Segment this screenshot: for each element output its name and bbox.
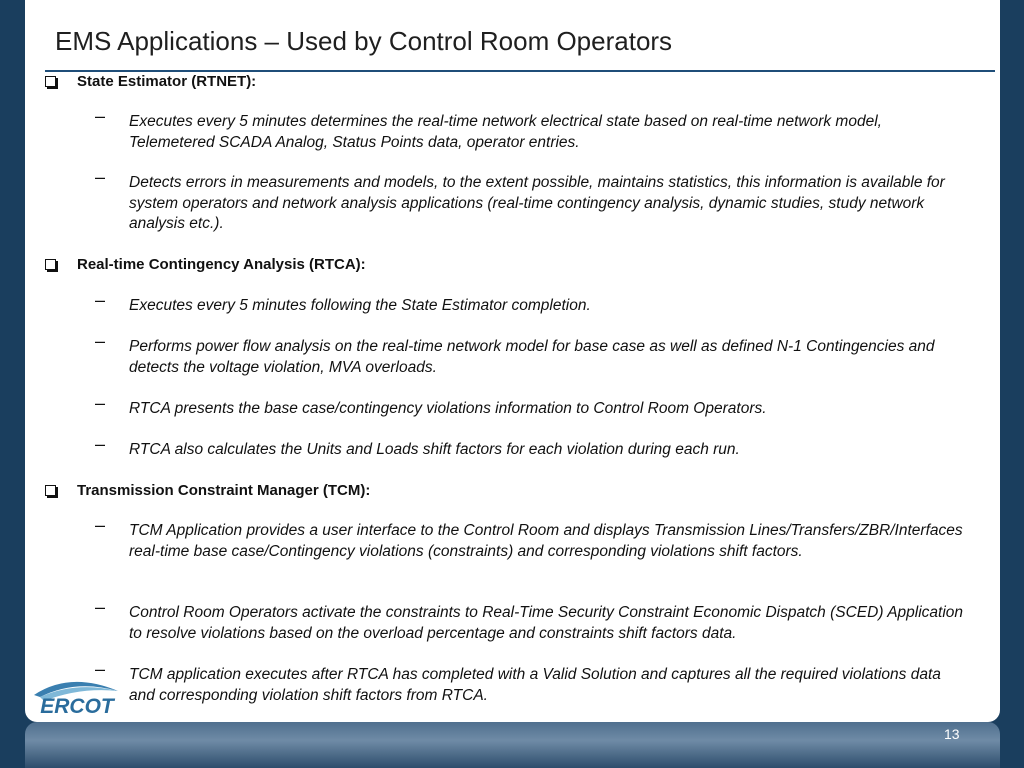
list-item-text: TCM Application provides a user interface to the Control Room and displays Transmission Lines/Transfers/ZBR/Interfaces real-time base case/Contingency violations (constraints) and corresponding violations shift factors. — [129, 522, 963, 560]
logo-text: ERCOT — [40, 695, 114, 717]
checkbox-bullet-icon — [45, 485, 56, 496]
page-number: 13 — [944, 726, 960, 742]
section-heading-label: State Estimator (RTNET): — [77, 73, 257, 90]
dash-bullet-icon: – — [95, 434, 106, 454]
dash-bullet-icon: – — [95, 393, 106, 413]
slide-content — [25, 0, 1000, 722]
dash-bullet-icon: – — [95, 106, 106, 126]
checkbox-bullet-icon — [45, 259, 56, 270]
dash-bullet-icon: – — [95, 597, 106, 617]
slide — [25, 0, 1000, 722]
footer-band — [25, 722, 1000, 768]
slide-title: EMS Applications – Used by Control Room Operators — [55, 26, 673, 56]
list-item-text: TCM application executes after RTCA has completed with a Valid Solution and captures all the required violations data and corresponding violation shift factors from RTCA. — [129, 666, 941, 704]
list-item-text: RTCA presents the base case/contingency violations information to Control Room Operators. — [129, 400, 767, 417]
dash-bullet-icon: – — [95, 167, 106, 187]
dash-bullet-icon: – — [95, 515, 106, 535]
list-item-text: RTCA also calculates the Units and Loads shift factors for each violation during each run. — [129, 441, 740, 458]
list-item-text: Detects errors in measurements and models, to the extent possible, maintains statistics, this information is available for system operators and network analysis applications (real-time contingency analysis, dynamic studies, study network analysis etc.). — [129, 174, 945, 232]
list-item-text: Performs power flow analysis on the real-time network model for base case as well as defined N-1 Contingencies and detects the voltage violation, MVA overloads. — [129, 338, 935, 376]
ercot-logo — [30, 675, 125, 717]
dash-bullet-icon: – — [95, 290, 106, 310]
list-item-text: Control Room Operators activate the constraints to Real-Time Security Constraint Economic Dispatch (SCED) Application to resolve violations based on the overload percentage and constraints shift factors data. — [129, 604, 964, 642]
list-item-text: Executes every 5 minutes determines the real-time network electrical state based on real-time network model, Telemetered SCADA Analog, Status Points data, operator entries. — [129, 113, 882, 151]
dash-bullet-icon: – — [95, 659, 106, 679]
section-heading-label: Transmission Constraint Manager (TCM): — [77, 482, 371, 499]
section-heading-label: Real-time Contingency Analysis (RTCA): — [77, 256, 366, 273]
list-item-text: Executes every 5 minutes following the State Estimator completion. — [129, 297, 591, 314]
dash-bullet-icon: – — [95, 331, 106, 351]
checkbox-bullet-icon — [45, 76, 56, 87]
